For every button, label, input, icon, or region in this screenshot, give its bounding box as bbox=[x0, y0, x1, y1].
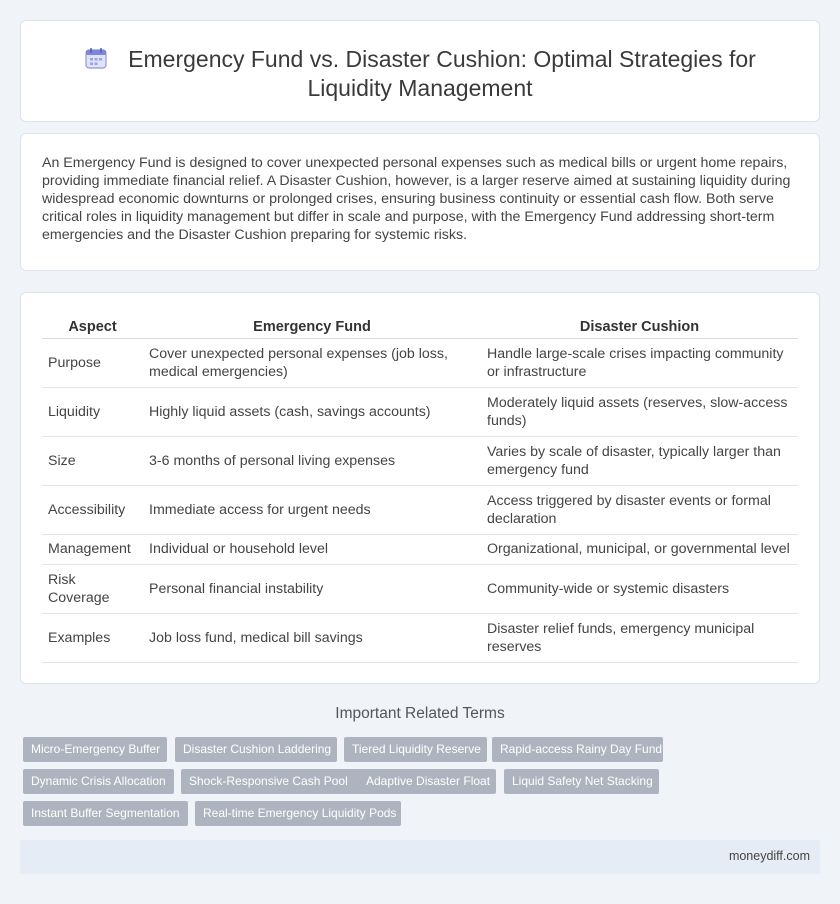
calendar-icon bbox=[84, 46, 108, 70]
comparison-table bbox=[42, 315, 798, 663]
disaster-cushion-cell: Varies by scale of disaster, typically larger than emergency fund bbox=[481, 436, 798, 485]
emergency-fund-cell: Highly liquid assets (cash, savings accounts) bbox=[143, 387, 481, 436]
intro-text: An Emergency Fund is designed to cover unexpected personal expenses such as medical bills or urgent home repairs, providing immediate financial relief. A Disaster Cushion, however, is a larger reserve aimed at sustaining liquidity during widespread economic downturns or prolonged crises, ensuring business continuity or essential cash flow. Both serve critical roles in liquidity management but differ in scale and purpose, with the Emergency Fund addressing short-term emergencies and the Disaster Cushion preparing for systemic risks. bbox=[42, 155, 791, 243]
aspect-cell: Liquidity bbox=[42, 387, 143, 436]
header-aspect: Aspect bbox=[42, 315, 143, 338]
table-row bbox=[42, 613, 798, 662]
related-term-tag[interactable]: Liquid Safety Net Stacking bbox=[504, 769, 659, 794]
comparison-card bbox=[20, 292, 820, 684]
emergency-fund-cell: Individual or household level bbox=[143, 534, 481, 564]
table-row bbox=[42, 564, 798, 613]
related-terms-title: Important Related Terms bbox=[335, 705, 505, 722]
emergency-fund-cell: Personal financial instability bbox=[143, 564, 481, 613]
header-emergency-fund: Emergency Fund bbox=[143, 315, 481, 338]
table-row bbox=[42, 387, 798, 436]
related-term-tag[interactable]: Tiered Liquidity Reserve bbox=[344, 737, 487, 762]
disaster-cushion-cell: Moderately liquid assets (reserves, slow-access funds) bbox=[481, 387, 798, 436]
table-row bbox=[42, 485, 798, 534]
table-row bbox=[42, 338, 798, 387]
disaster-cushion-cell: Disaster relief funds, emergency municipal reserves bbox=[481, 613, 798, 662]
related-term-tag[interactable]: Dynamic Crisis Allocation bbox=[23, 769, 174, 794]
disaster-cushion-cell: Handle large-scale crises impacting community or infrastructure bbox=[481, 338, 798, 387]
related-term-tag[interactable]: Real-time Emergency Liquidity Pods bbox=[195, 801, 401, 826]
related-term-tag[interactable]: Instant Buffer Segmentation bbox=[23, 801, 188, 826]
emergency-fund-cell: Job loss fund, medical bill savings bbox=[143, 613, 481, 662]
related-term-tag[interactable]: Shock-Responsive Cash Pool bbox=[181, 769, 375, 794]
disaster-cushion-cell: Organizational, municipal, or governmental level bbox=[481, 534, 798, 564]
aspect-cell: Accessibility bbox=[42, 485, 143, 534]
related-term-tag[interactable]: Micro-Emergency Buffer bbox=[23, 737, 167, 762]
footer bbox=[20, 840, 820, 874]
emergency-fund-cell: Immediate access for urgent needs bbox=[143, 485, 481, 534]
related-term-tag[interactable]: Rapid-access Rainy Day Fund bbox=[492, 737, 663, 762]
page-title: Emergency Fund vs. Disaster Cushion: Optimal Strategies for Liquidity Management bbox=[128, 46, 756, 101]
emergency-fund-cell: Cover unexpected personal expenses (job loss, medical emergencies) bbox=[143, 338, 481, 387]
aspect-cell: Examples bbox=[42, 613, 143, 662]
intro-card bbox=[20, 133, 820, 271]
table-row bbox=[42, 436, 798, 485]
header-card bbox=[20, 20, 820, 122]
aspect-cell: Management bbox=[42, 534, 143, 564]
disaster-cushion-cell: Community-wide or systemic disasters bbox=[481, 564, 798, 613]
aspect-cell: Purpose bbox=[42, 338, 143, 387]
header-disaster-cushion: Disaster Cushion bbox=[481, 315, 798, 338]
table-row bbox=[42, 534, 798, 564]
emergency-fund-cell: 3-6 months of personal living expenses bbox=[143, 436, 481, 485]
aspect-cell: Size bbox=[42, 436, 143, 485]
table-header-row bbox=[42, 315, 798, 338]
page-title-row bbox=[21, 45, 819, 103]
related-term-tag[interactable]: Disaster Cushion Laddering bbox=[175, 737, 337, 762]
disaster-cushion-cell: Access triggered by disaster events or formal declaration bbox=[481, 485, 798, 534]
footer-site-link[interactable]: moneydiff.com bbox=[728, 849, 810, 863]
related-term-tag[interactable]: Adaptive Disaster Float bbox=[358, 769, 496, 794]
aspect-cell: Risk Coverage bbox=[42, 564, 143, 613]
